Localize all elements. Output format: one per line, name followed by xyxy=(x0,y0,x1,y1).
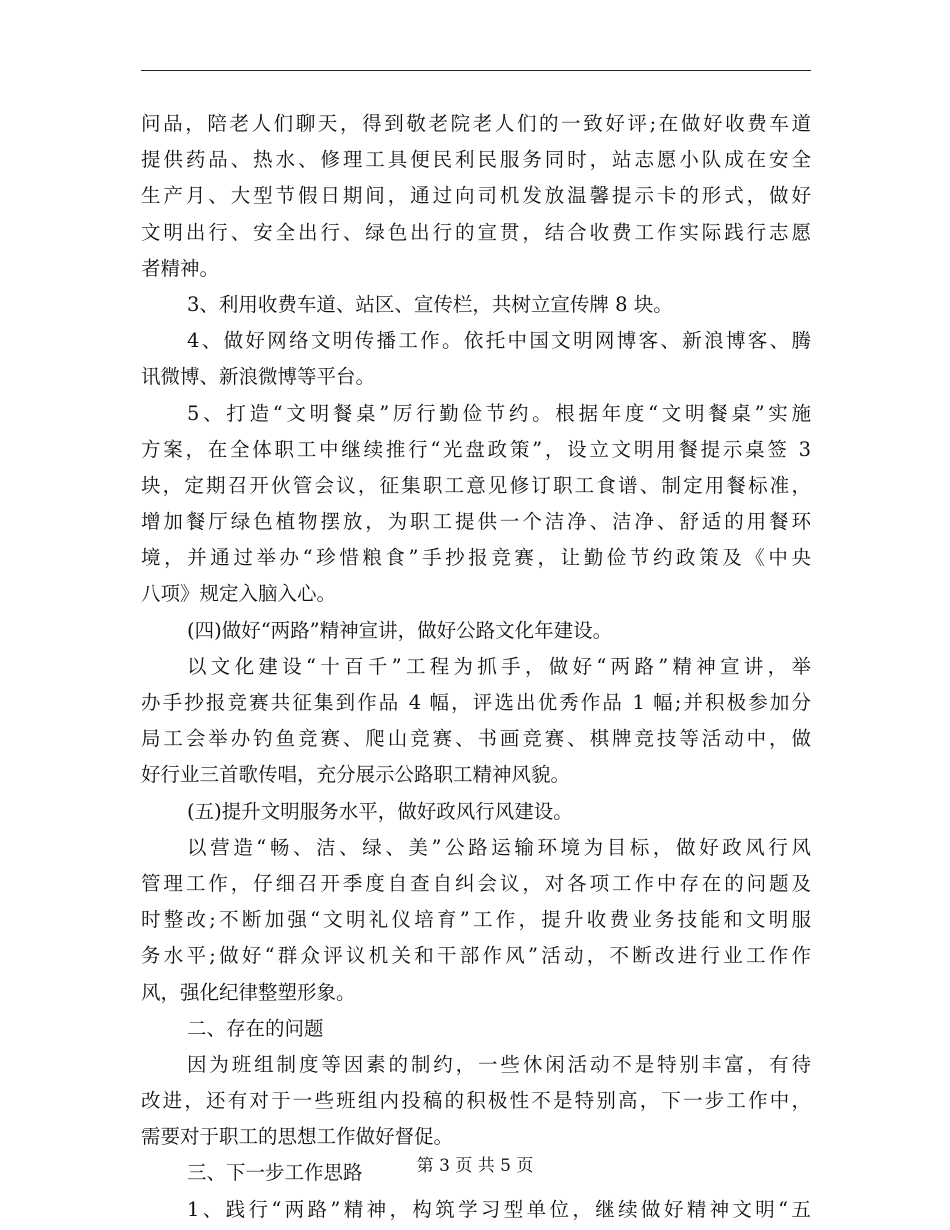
text-line: 增加餐厅绿色植物摆放，为职工提供一个洁净、洁净、舒适的用餐环 xyxy=(141,510,811,534)
text-line: 问品，陪老人们聊天，得到敬老院老人们的一致好评;在做好收费车道 xyxy=(141,112,811,135)
text-line: 提供药品、热水、修理工具便民利民服务同时，站志愿小队成在安全 xyxy=(141,148,811,172)
text-line: 局工会举办钓鱼竞赛、爬山竞赛、书画竞赛、棋牌竞技等活动中，做 xyxy=(141,727,811,751)
text-line: 好行业三首歌传唱，充分展示公路职工精神风貌。 xyxy=(141,763,571,787)
text-line: 二、存在的问题 xyxy=(187,1016,324,1040)
text-line: 1、践行“两路”精神，构筑学习型单位，继续做好精神文明“五 xyxy=(187,1197,811,1221)
text-line: 讯微博、新浪微博等平台。 xyxy=(141,365,376,389)
text-line: 境，并通过举办“珍惜粮食”手抄报竞赛，让勤俭节约政策及《中央 xyxy=(141,546,811,570)
document-body xyxy=(141,106,811,1228)
text-line: 管理工作，仔细召开季度自查自纠会议，对各项工作中存在的问题及 xyxy=(141,871,811,895)
text-line: 因为班组制度等因素的制约，一些休闲活动不是特别丰富，有待 xyxy=(187,1052,811,1076)
text-line: 生产月、大型节假日期间，通过向司机发放温馨提示卡的形式，做好 xyxy=(141,184,811,208)
text-line: 风，强化纪律整塑形象。 xyxy=(141,980,356,1004)
header-rule xyxy=(141,70,811,71)
text-line: 文明出行、安全出行、绿色出行的宣贯，结合收费工作实际践行志愿 xyxy=(141,220,811,244)
text-line: 以文化建设“十百千”工程为抓手，做好“两路”精神宣讲，举 xyxy=(187,654,811,678)
text-line: 需要对于职工的思想工作做好督促。 xyxy=(141,1125,454,1149)
text-line: 5、打造“文明餐桌”厉行勤俭节约。根据年度“文明餐桌”实施 xyxy=(187,401,811,425)
text-line: (四)做好“两路”精神宣讲，做好公路文化年建设。 xyxy=(187,618,613,642)
text-line: 时整改;不断加强“文明礼仪培育”工作，提升收费业务技能和文明服 xyxy=(141,908,811,932)
text-line: 方案，在全体职工中继续推行“光盘政策”，设立文明用餐提示桌签 3 xyxy=(141,437,811,461)
page-footer: 第 3 页 共 5 页 xyxy=(416,1156,534,1176)
text-line: (五)提升文明服务水平，做好政风行风建设。 xyxy=(187,799,573,823)
text-line: 以营造“畅、洁、绿、美”公路运输环境为目标，做好政风行风 xyxy=(187,835,811,859)
text-line: 3、利用收费车道、站区、宣传栏，共树立宣传牌 8 块。 xyxy=(187,292,673,316)
text-line: 4、做好网络文明传播工作。依托中国文明网博客、新浪博客、腾 xyxy=(187,329,811,353)
text-line: 块，定期召开伙管会议，征集职工意见修订职工食谱、制定用餐标准， xyxy=(141,473,811,497)
text-line: 办手抄报竞赛共征集到作品 4 幅，评选出优秀作品 1 幅;并积极参加分 xyxy=(141,691,811,714)
text-line: 者精神。 xyxy=(141,256,220,280)
text-line: 改进，还有对于一些班组内投稿的积极性不是特别高，下一步工作中， xyxy=(141,1089,811,1113)
text-line: 三、下一步工作思路 xyxy=(187,1161,363,1185)
text-line: 务水平;做好“群众评议机关和干部作风”活动，不断改进行业工作作 xyxy=(141,944,811,968)
text-line: 八项》规定入脑入心。 xyxy=(141,582,337,606)
